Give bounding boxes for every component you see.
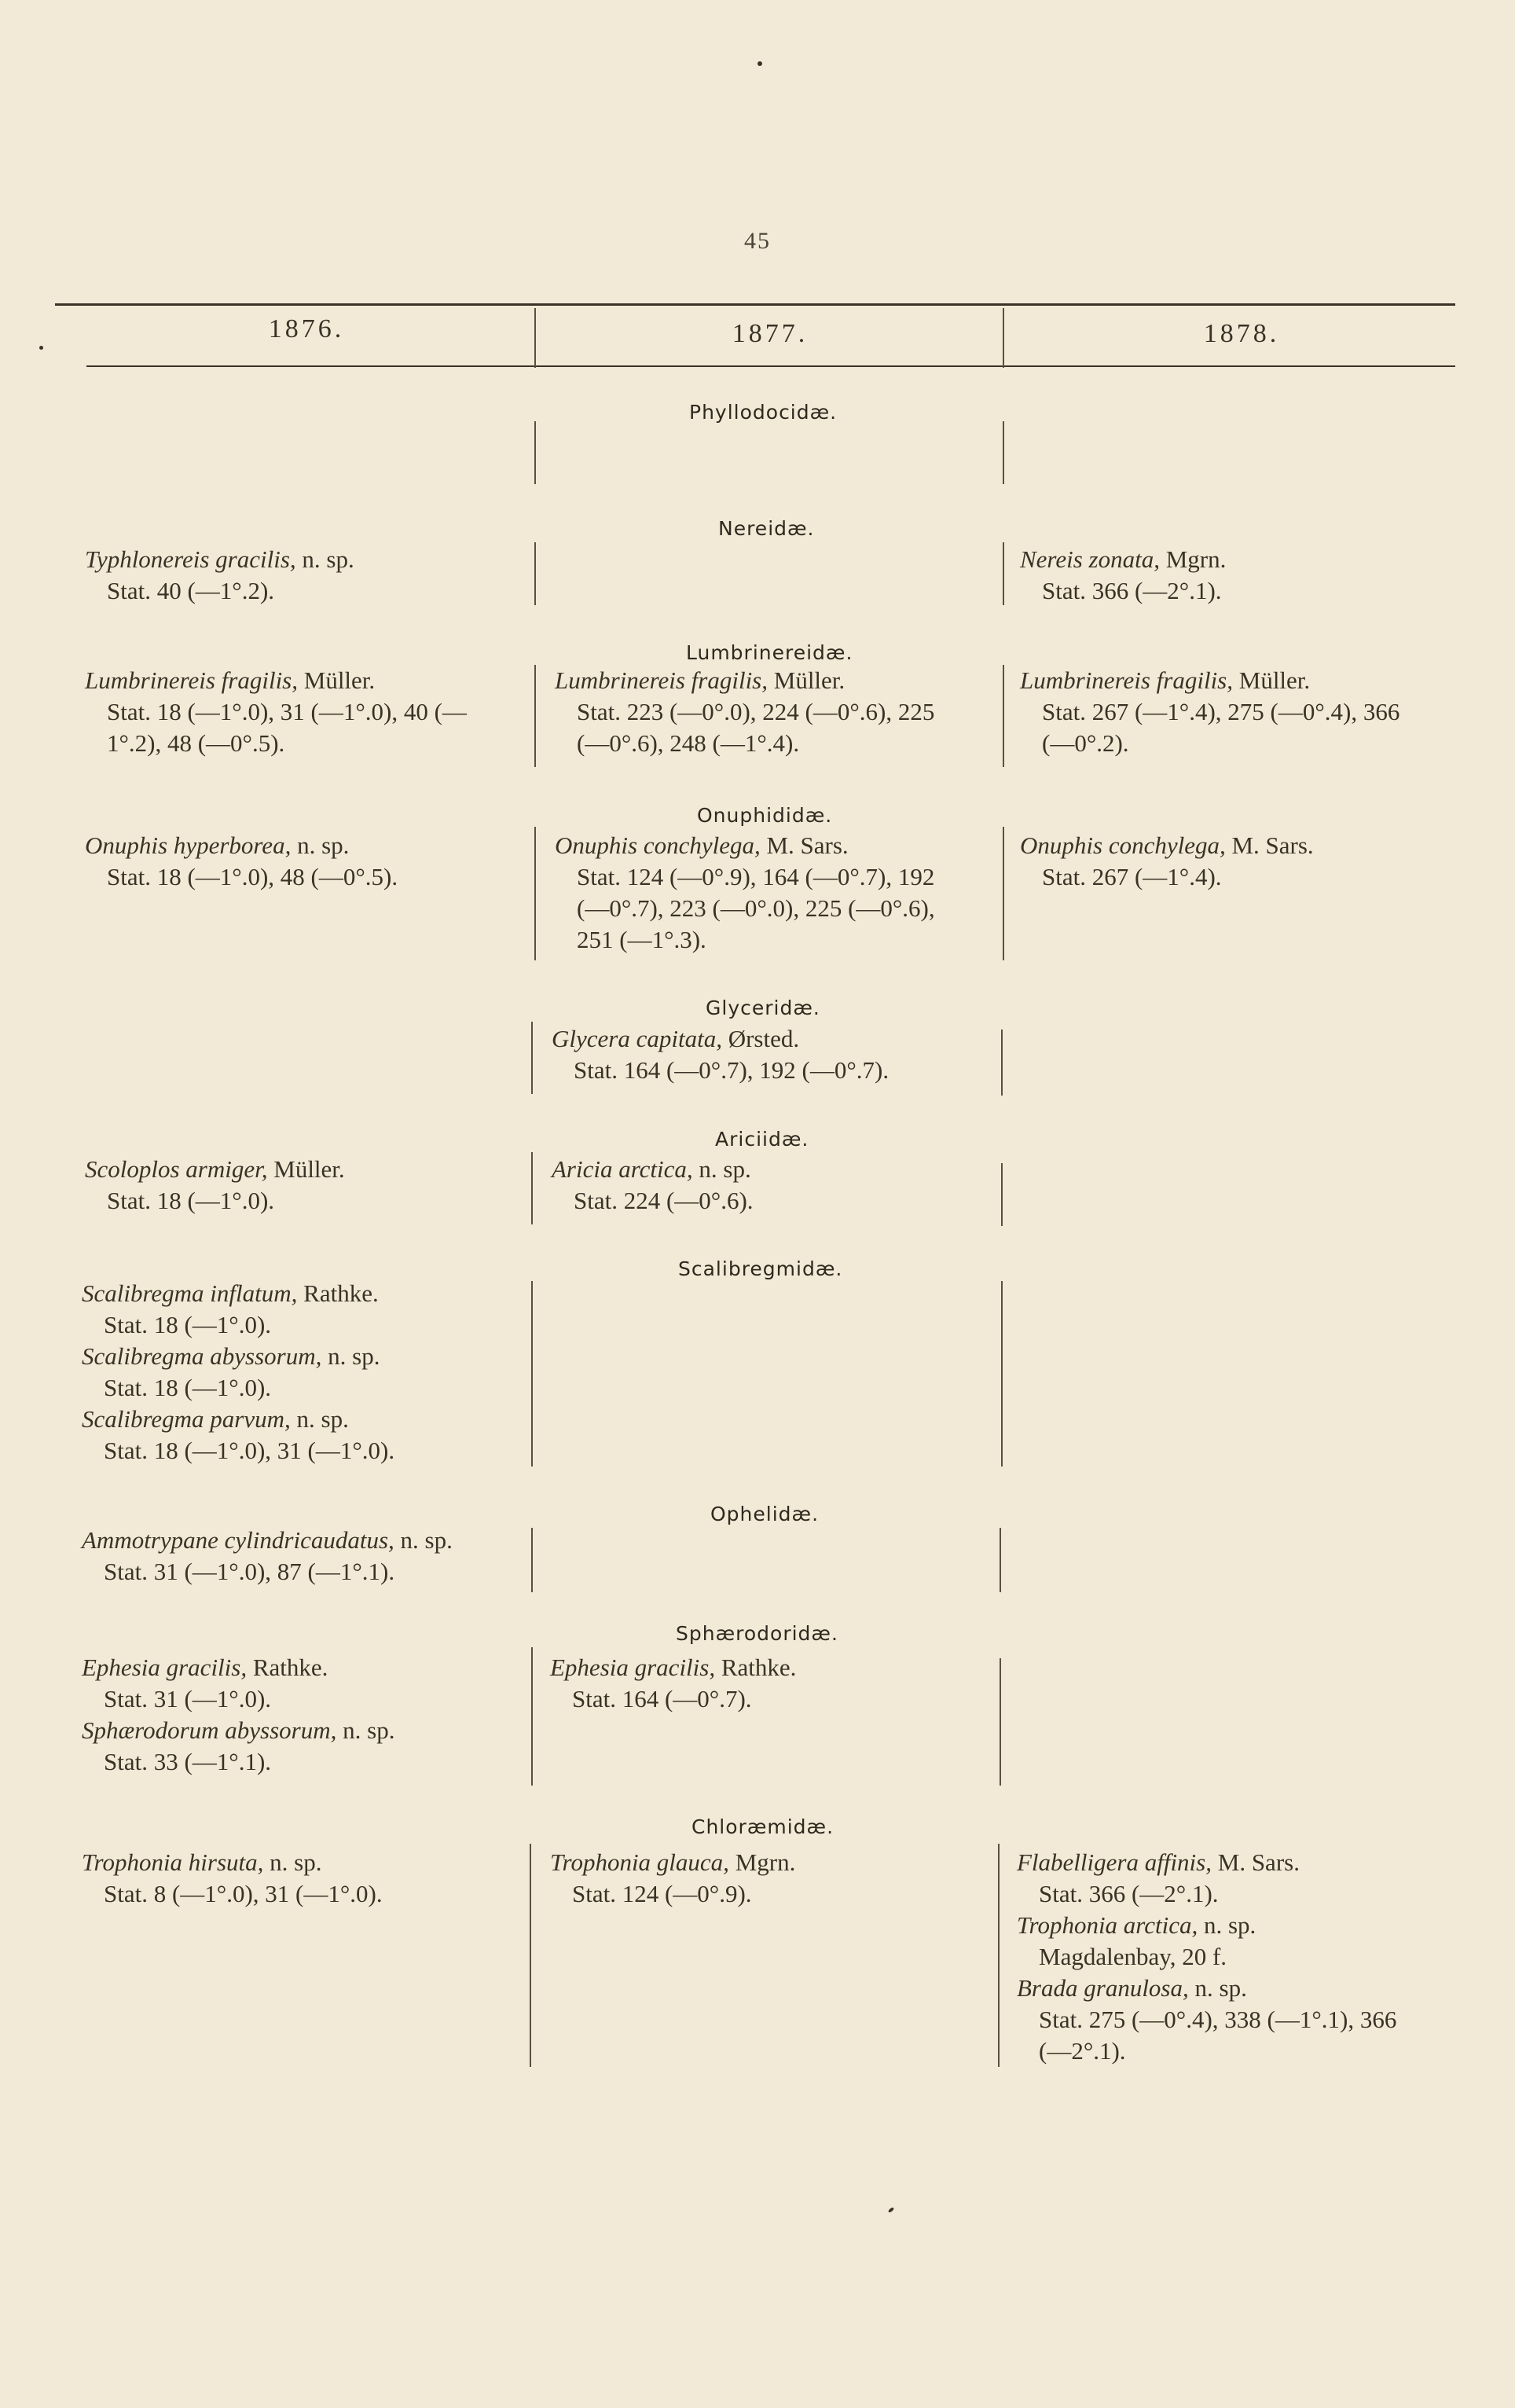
species-name: Glycera capitata,	[552, 1025, 722, 1052]
family-heading-ophelidae: Ophelidæ.	[710, 1503, 820, 1525]
divider-scalibregmidae-b	[1001, 1281, 1003, 1466]
species-line	[82, 1278, 522, 1309]
station-line: Stat. 18 (—1°.0), 31 (—1°.0).	[104, 1437, 395, 1464]
species-author: n. sp.	[336, 1716, 395, 1744]
species-name: Trophonia hirsuta,	[82, 1848, 264, 1876]
header-top-rule	[55, 303, 1455, 306]
species-name: Trophonia glauca,	[550, 1848, 729, 1876]
header-bottom-rule	[86, 365, 1455, 367]
divider-glyceridae-a	[531, 1022, 533, 1094]
species-author: M. Sars.	[1225, 831, 1314, 859]
family-heading-lumbrinereidae: Lumbrinereidæ.	[686, 641, 853, 664]
station-line: (—0°.6), 248 (—1°.4).	[577, 729, 800, 757]
species-author: n. sp.	[1198, 1911, 1256, 1939]
station-line: Stat. 124 (—0°.9).	[572, 1880, 752, 1907]
station-line: Stat. 18 (—1°.0).	[104, 1311, 272, 1338]
species-author: Ørsted.	[721, 1025, 800, 1052]
station-line: 1°.2), 48 (—0°.5).	[107, 729, 285, 757]
species-line	[552, 1154, 996, 1185]
divider-phyllodocidae-b	[1003, 421, 1004, 484]
onuphididae-1876-entries	[85, 830, 525, 893]
species-line	[82, 1341, 522, 1372]
station-line: Stat. 124 (—0°.9), 164 (—0°.7), 192	[577, 863, 935, 890]
species-author: Müller.	[1233, 666, 1311, 694]
divider-chloraemidae-a	[530, 1844, 531, 2067]
onuphididae-1878-entries	[1020, 830, 1476, 893]
species-name: Sphærodorum abyssorum,	[82, 1716, 337, 1744]
family-heading-ariciidae: Ariciidæ.	[715, 1128, 809, 1151]
family-heading-onuphididae: Onuphididæ.	[697, 804, 833, 827]
family-heading-nereidae: Nereidæ.	[718, 517, 815, 540]
species-name: Scalibregma abyssorum,	[82, 1342, 322, 1370]
station-line: Stat. 18 (—1°.0).	[104, 1374, 272, 1401]
species-author: Rathke.	[247, 1654, 328, 1681]
species-name: Trophonia arctica,	[1017, 1911, 1198, 1939]
species-name: Scalibregma inflatum,	[82, 1279, 298, 1307]
divider-onuphididae-b	[1003, 827, 1004, 960]
lumbrinereidae-1878-entries	[1020, 665, 1476, 759]
species-name: Brada granulosa,	[1017, 1974, 1189, 2002]
page-number: 45	[744, 228, 771, 254]
species-line	[85, 1154, 525, 1185]
station-line: Stat. 267 (—1°.4), 275 (—0°.4), 366	[1042, 698, 1400, 725]
species-line	[85, 830, 525, 861]
divider-nereidae-b	[1003, 542, 1004, 605]
species-name: Ephesia gracilis,	[82, 1654, 248, 1681]
species-author: Rathke.	[297, 1279, 379, 1307]
species-author: Mgrn.	[728, 1848, 796, 1876]
species-author: n. sp.	[321, 1342, 380, 1370]
station-line: (—0°.7), 223 (—0°.0), 225 (—0°.6),	[577, 894, 935, 922]
nereidae-1878-entries	[1020, 544, 1476, 607]
divider-sphaerodoridae-b	[1000, 1658, 1001, 1786]
species-author: n. sp.	[291, 831, 350, 859]
species-line	[1017, 1910, 1480, 1941]
species-author: n. sp.	[394, 1526, 453, 1554]
species-author: Müller.	[768, 666, 846, 694]
species-line	[550, 1652, 995, 1683]
species-author: Rathke.	[715, 1654, 797, 1681]
station-line: (—0°.2).	[1042, 729, 1129, 757]
species-name: Ephesia gracilis,	[550, 1654, 716, 1681]
station-line: Stat. 18 (—1°.0), 31 (—1°.0), 40 (—	[107, 698, 467, 725]
divider-scalibregmidae-a	[531, 1281, 533, 1466]
column-header-1876: 1876.	[268, 314, 345, 343]
species-line	[1020, 665, 1476, 696]
divider-nereidae-a	[534, 542, 536, 605]
station-line: (—2°.1).	[1039, 2037, 1126, 2065]
station-line: Magdalenbay, 20 f.	[1039, 1943, 1227, 1970]
lumbrinereidae-1877-entries	[555, 665, 1000, 759]
station-line: Stat. 224 (—0°.6).	[574, 1187, 754, 1214]
chloraemidae-1876-entries	[82, 1847, 522, 1910]
station-line: Stat. 275 (—0°.4), 338 (—1°.1), 366	[1039, 2006, 1397, 2033]
species-line	[552, 1023, 996, 1055]
station-line: Stat. 31 (—1°.0), 87 (—1°.1).	[104, 1558, 395, 1585]
station-line: Stat. 164 (—0°.7), 192 (—0°.7).	[574, 1056, 890, 1084]
species-line	[82, 1525, 522, 1556]
station-line: Stat. 8 (—1°.0), 31 (—1°.0).	[104, 1880, 383, 1907]
station-line: Stat. 18 (—1°.0).	[107, 1187, 275, 1214]
ophelidae-1876-entries	[82, 1525, 522, 1588]
species-line	[82, 1715, 522, 1746]
station-line: Stat. 33 (—1°.1).	[104, 1748, 272, 1775]
station-line: 251 (—1°.3).	[577, 926, 706, 953]
header-divider-2	[1003, 308, 1004, 368]
station-line: Stat. 40 (—1°.2).	[107, 577, 275, 604]
divider-ophelidae-b	[1000, 1528, 1001, 1592]
species-author: n. sp.	[290, 1405, 349, 1433]
species-line	[1020, 544, 1476, 575]
species-line	[1017, 1973, 1480, 2004]
chloraemidae-1878-entries	[1017, 1847, 1480, 2067]
species-name: Nereis zonata,	[1020, 545, 1160, 573]
print-speck	[39, 346, 43, 350]
sphaerodoridae-1877-entries	[550, 1652, 995, 1715]
species-name: Onuphis conchylega,	[1020, 831, 1226, 859]
station-line: Stat. 164 (—0°.7).	[572, 1685, 752, 1712]
station-line: Stat. 223 (—0°.0), 224 (—0°.6), 225	[577, 698, 935, 725]
species-name: Aricia arctica,	[552, 1155, 693, 1183]
divider-sphaerodoridae-a	[531, 1647, 533, 1786]
family-heading-sphaerodoridae: Sphærodoridæ.	[676, 1622, 838, 1645]
onuphididae-1877-entries	[555, 830, 1000, 956]
species-line	[1020, 830, 1476, 861]
divider-chloraemidae-b	[998, 1844, 1000, 2067]
species-author: M. Sars.	[760, 831, 849, 859]
species-line	[82, 1404, 522, 1435]
species-name: Scalibregma parvum,	[82, 1405, 291, 1433]
divider-onuphididae-a	[534, 827, 536, 960]
ariciidae-1877-entries	[552, 1154, 996, 1217]
nereidae-1876-entries	[85, 544, 525, 607]
station-line: Stat. 18 (—1°.0), 48 (—0°.5).	[107, 863, 398, 890]
species-author: Müller.	[298, 666, 376, 694]
print-speck	[888, 2207, 895, 2213]
species-line	[555, 830, 1000, 861]
station-line: Stat. 366 (—2°.1).	[1042, 577, 1222, 604]
column-header-1878: 1878.	[1203, 319, 1280, 348]
print-speck	[758, 61, 762, 66]
divider-ophelidae-a	[531, 1528, 533, 1592]
species-author: Mgrn.	[1159, 545, 1227, 573]
divider-lumbrinereidae-a	[534, 665, 536, 767]
species-author: M. Sars.	[1212, 1848, 1300, 1876]
ariciidae-1876-entries	[85, 1154, 525, 1217]
family-heading-chloraemidae: Chloræmidæ.	[691, 1815, 835, 1838]
species-name: Typhlonereis gracilis,	[85, 545, 296, 573]
column-header-1877: 1877.	[732, 319, 809, 348]
species-name: Scoloplos armiger,	[85, 1155, 268, 1183]
family-heading-phyllodocidae: Phyllodocidæ.	[689, 401, 838, 424]
header-divider-1	[534, 308, 536, 368]
divider-glyceridae-b	[1001, 1030, 1003, 1096]
species-line	[550, 1847, 995, 1878]
glyceridae-1877-entries	[552, 1023, 996, 1086]
species-line	[1017, 1847, 1480, 1878]
scalibregmidae-1876-entries	[82, 1278, 522, 1466]
species-name: Lumbrinereis fragilis,	[85, 666, 298, 694]
species-line	[85, 544, 525, 575]
chloraemidae-1877-entries	[550, 1847, 995, 1910]
species-name: Onuphis conchylega,	[555, 831, 761, 859]
species-author: n. sp.	[692, 1155, 751, 1183]
divider-ariciidae-a	[531, 1152, 533, 1224]
lumbrinereidae-1876-entries	[85, 665, 525, 759]
sphaerodoridae-1876-entries	[82, 1652, 522, 1778]
divider-phyllodocidae-a	[534, 421, 536, 484]
species-line	[82, 1847, 522, 1878]
species-name: Onuphis hyperborea,	[85, 831, 292, 859]
divider-lumbrinereidae-b	[1003, 665, 1004, 767]
species-name: Lumbrinereis fragilis,	[555, 666, 768, 694]
station-line: Stat. 31 (—1°.0).	[104, 1685, 272, 1712]
species-author: n. sp.	[295, 545, 354, 573]
divider-ariciidae-b	[1001, 1163, 1003, 1226]
family-heading-glyceridae: Glyceridæ.	[706, 997, 820, 1019]
species-author: n. sp.	[263, 1848, 322, 1876]
species-line	[82, 1652, 522, 1683]
species-line	[555, 665, 1000, 696]
species-name: Flabelligera affinis,	[1017, 1848, 1212, 1876]
species-line	[85, 665, 525, 696]
species-name: Ammotrypane cylindricaudatus,	[82, 1526, 394, 1554]
station-line: Stat. 366 (—2°.1).	[1039, 1880, 1219, 1907]
species-name: Lumbrinereis fragilis,	[1020, 666, 1233, 694]
station-line: Stat. 267 (—1°.4).	[1042, 863, 1222, 890]
family-heading-scalibregmidae: Scalibregmidæ.	[678, 1257, 843, 1280]
species-author: Müller.	[267, 1155, 345, 1183]
species-author: n. sp.	[1188, 1974, 1247, 2002]
